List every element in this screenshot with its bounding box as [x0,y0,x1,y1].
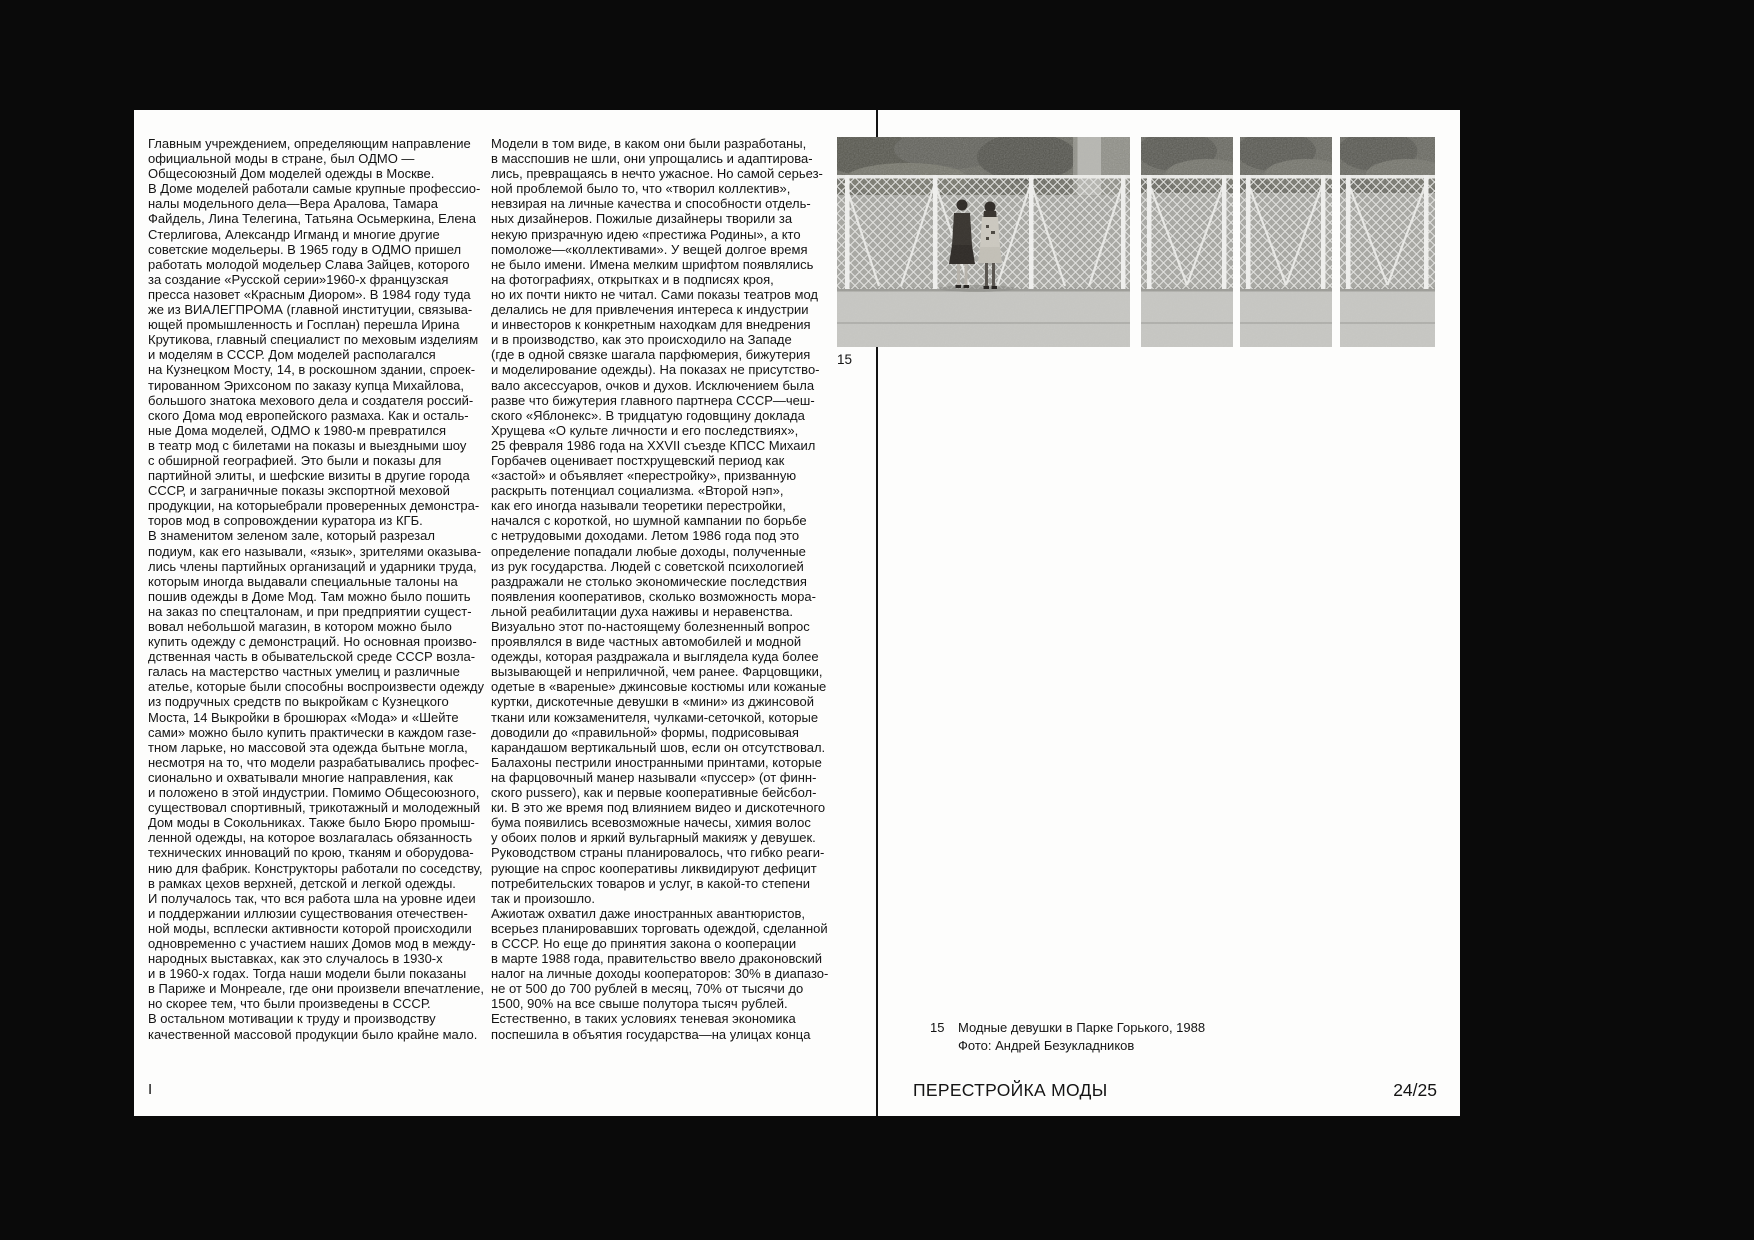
text-line: невзирая на личные качества и способности отдель- [491,196,811,212]
text-line: и инвесторов к конкретным находкам для внедрения [491,317,811,333]
text-line: ной проблемой было то, что «творил коллектив», [491,181,791,197]
text-line: ной моды, всплески активности которой происходили [148,920,472,936]
text-line: и в производство, как это происходило на Западе [491,332,792,348]
text-line: в рамках цехов верхней, детской и легкой одежды. [148,875,456,891]
text-line: одновременно с участием наших Домов мод в между- [148,935,476,951]
text-line: И получалось так, что вся работа шла на уровне идеи [148,890,476,906]
text-line: ленной одежды, на которое возлагалась обязанность [148,830,473,846]
text-line: СССР, и заграничные показы экспортной меховой [148,483,450,499]
text-line: Файдель, Лина Телегина, Татьяна Осьмеркина, Елена [148,211,476,227]
text-line: В остальном мотивации к труду и производству [148,1011,436,1027]
text-line: и моделям в СССР. Дом моделей располагался [148,347,436,363]
text-line: народных выставках, как это случалось в 1930-х [148,951,443,967]
text-line: Моста, 14 Выкройки в брошюрах «Мода» и «Шейте [148,709,459,725]
figure-number: 15 [837,352,853,367]
text-line: одетые в «вареные» джинсовые костюмы или кожаные [491,679,827,695]
text-line: налог на личные доходы кооператоров: 30% в диапазо- [491,966,829,982]
text-line: на Кузнецком Мосту, 14, в роскошном здании, спроек- [148,362,476,378]
caption-number: 15 [930,1020,945,1035]
text-line: ные Дома моделей, ОДМО к 1980-м превратился [148,422,447,438]
text-line: Хрущева «О культе личности и его последствиях», [491,422,799,438]
photo-fence-illustration [1141,137,1233,347]
article-column-2 [491,136,835,1042]
text-line: пошив одежды в Доме Мод. Там можно было пошить [148,588,471,604]
text-line: лись, превращаясь в нечто ужасное. Но самой серьез- [491,166,823,182]
text-line: Горбачев оценивает постхрущевский период как [491,452,785,468]
text-line: вовал небольшой магазин, в котором можно было [148,619,452,634]
text-line: сами» можно было купить практически в каждом газе- [148,724,477,740]
text-line: лись члены партийных организаций и ударники труда, [148,558,477,574]
text-line: «застой» и объявляет «перестройку», призванную [491,468,797,484]
photo-main-illustration [837,137,1130,347]
photo-fence-illustration [1240,137,1332,347]
text-line: за создание «Русской серии»1960-х французская [148,271,449,287]
text-line: налы модельного дела—Вера Аралова, Тамара [148,196,438,212]
text-line: делались не для привлечения интереса к индустрии [491,302,809,318]
text-line: большого знатока мехового дела и создателя россий- [148,392,474,408]
text-line: ющей промышленность и Госплан) перешла Ирина [148,317,460,333]
photo-panel-2 [1141,137,1233,347]
text-line: рующие на спрос кооперативы ликвидируют дефицит [491,860,817,876]
text-line: Руководством страны планировалось, что гибко реаги- [491,845,825,861]
text-line: Ажиотаж охватил даже иностранных авантюристов, [491,905,806,921]
caption-line-2: Фото: Андрей Безукладников [958,1037,1135,1053]
text-line: из рук государства. Людей с советской психологией [491,558,804,574]
text-line: в СССР. Но еще до принятия закона о кооперации [491,935,797,951]
text-line: бума появились всевозможные начесы, химия волос [491,815,811,831]
text-line: определение попадали любые доходы, полученные [491,543,806,559]
page-numbers: 24/25 [1393,1080,1437,1100]
text-line: но скорее тем, что были произведены в СССР. [148,996,431,1012]
text-line: пресса назовет «Красным Диором». В 1984 году туда [148,286,471,302]
text-line: вызывающей и неприличной, чем ранее. Фарцовщики, [491,664,823,680]
text-line: Естественно, в таких условиях теневая экономика [491,1011,796,1027]
text-line: Модели в том виде, в каком они были разработаны, [491,136,807,151]
text-line: подиум, как его называли, «язык», зрителями оказыва- [148,543,482,559]
photo-fence-illustration [1340,137,1435,347]
text-line: качественной массовой продукции было крайне мало. [148,1026,478,1042]
text-line: и моделирование одежды). На показах не присутство- [491,362,820,378]
text-line: у обоих полов и яркий вульгарный макияж у девушек. [491,830,816,846]
text-line: появления кооперативов, сколько возможность мора- [491,588,816,604]
text-line: Дом моды в Сокольниках. Также было Бюро промыш- [148,815,475,831]
text-line: в Париже и Монреале, где они произвели впечатление, [148,981,484,997]
text-line: Общесоюзный Дом моделей одежды в Москве. [148,166,435,182]
text-line: В знаменитом зеленом зале, который разрезал [148,528,435,544]
text-line: торов мод в сопровождении куратора из КГБ. [148,513,423,529]
text-line: Крутикова, главный специалист по меховым изделиям [148,332,479,348]
caption-text [958,1019,1205,1054]
article-column-1 [148,136,492,1042]
text-line: начался с короткой, но шумной кампании по борьбе [491,513,807,529]
text-line: советские модельеры. В 1965 году в ОДМО пришел [148,241,462,257]
text-line: на фарцовочный манер называли «пуссер» (от финн- [491,769,817,785]
text-line: сионально и охватывали многие направления, как [148,769,453,785]
text-line: 25 февраля 1986 года на XXVII съезде КПСС Михаил [491,437,816,453]
text-line: в марте 1988 года, правительство ввело драконовский [491,951,822,967]
text-line: некую призрачную идею «престижа Родины», а кто [491,226,801,242]
caption-line-1: Модные девушки в Парке Горького, 1988 [958,1020,1206,1035]
text-line: продукции, на которыебрали проверенных демонстра- [148,498,480,514]
text-line: галась на мастерство частных умелиц и различные [148,664,460,680]
text-line: раскрыть потенциал социализма. «Второй нэп», [491,483,784,499]
text-line: ных дизайнеров. Пожилые дизайнеры творили за [491,211,793,227]
text-line: разве что бижутерия главного партнера СССР—чеш- [491,392,815,408]
text-line: и поддержании иллюзии существования отечествен- [148,905,468,921]
text-line: существовал спортивный, трикотажный и молодежный [148,800,481,816]
text-line: тном ларьке, но массовой эта одежда бытьне могла, [148,739,468,755]
text-line: в масспошив не шли, они упрощались и адаптирова- [491,151,813,167]
text-line: из подручных средств по выкройкам с Кузнецкого [148,694,449,710]
text-line: тированном Эрихсоном по заказу купца Михайлова, [148,377,465,393]
text-line: технических инноваций по крою, тканям и оборудова- [148,845,474,861]
chapter-title-footer: ПЕРЕСТРОЙКА МОДЫ [913,1080,1108,1100]
text-line: потребительских товаров и услуг, в какой-то степени [491,875,810,891]
text-line: Визуально этот по-настоящему болезненный вопрос [491,619,810,634]
text-line: ткани или кожзаменителя, чулками-сеточкой, которые [491,709,819,725]
text-line: ского «Яблонекс». В тридцатую годовщину доклада [491,407,805,423]
text-line: но их почти никто не читал. Сами показы театров мод [491,286,819,302]
text-line: партийной элиты, и шефские визиты в другие города [148,468,470,484]
text-line: одежды, которая раздражала и выглядела куда более [491,649,819,665]
text-line: официальной моды в стране, был ОДМО — [148,151,415,167]
text-line: на заказ по спецталонам, и при предприятии сущест- [148,603,472,619]
text-line: с нетрудовыми доходами. Летом 1986 года под это [491,528,800,544]
text-line: карандашом вертикальный шов, если он отсутствовал. [491,739,826,755]
text-line: вало аксессуаров, очков и духов. Исключением была [491,377,815,393]
text-line: льной реабилитации духа наживы и неравенства. [491,603,793,619]
text-line: которым иногда выдавали специальные талоны на [148,573,458,589]
text-line: ателье, которые были способны воспроизвести одежду [148,679,484,695]
photo-panel-3 [1240,137,1332,347]
text-line: не было имени. Имена мелким шрифтом появлялись [491,256,814,272]
text-line: 1500, 90% на все свыше полутора тысяч рублей. [491,996,788,1012]
text-line: купить одежду с демонстраций. Но основная произво- [148,634,477,650]
text-line: так и произошло. [491,890,596,906]
text-line: доводили до «правильной» формы, подрисовывая [491,724,799,740]
text-line: помоложе—«коллективами». У вещей долгое время [491,241,808,257]
text-line: Стерлигова, Александр Игманд и многие другие [148,226,440,242]
text-line: работать молодой модельер Слава Зайцев, которого [148,256,470,272]
text-line: раздражали не столько экономические последствия [491,573,807,589]
photo-panel-main [837,137,1130,347]
text-line: В Доме моделей работали самые крупные профессио- [148,181,481,197]
text-line: ского pussero), как и первые кооперативные бейсбол- [491,785,817,801]
text-line: не от 500 до 700 рублей в месяц, 70% от тысячи до [491,981,804,997]
text-line: Главным учреждением, определяющим направление [148,136,471,151]
photo-panel-4 [1340,137,1435,347]
text-line: куртки, дискотечные девушки в «мини» из джинсовой [491,694,814,710]
text-line: дственная часть в обывательской среде СССР возла- [148,649,476,665]
text-line: как его иногда называли теоретики перестройки, [491,498,786,514]
text-line: на фотографиях, открытках и в подписях кроя, [491,271,774,287]
text-line: (где в одной связке шагала парфюмерия, бижутерия [491,347,811,363]
text-line: поспешила в объятия государства—на улицах конца [491,1026,811,1042]
text-line: нию для фабрик. Конструкторы работали по соседству, [148,860,483,876]
text-line: в театр мод с билетами на показы и выездными шоу [148,437,467,453]
text-line: проявлялся в виде частных автомобилей и модной [491,634,802,650]
text-line: несмотря на то, что модели разрабатывались профес- [148,754,480,770]
text-line: Балахоны пестрили иностранными принтами, которые [491,754,822,770]
text-line: же из ВИАЛЕГПРОМА (главной институции, связыва- [148,302,473,318]
text-line: и положено в этой индустрии. Помимо Общесоюзного, [148,785,480,801]
text-line: и в 1960-х годах. Тогда наши модели были показаны [148,966,467,982]
text-line: ки. В это же время под влиянием видео и дискотечного [491,800,826,816]
text-line: ского Дома мод европейского размаха. Как и осталь- [148,407,469,423]
left-footer-mark: I [148,1081,153,1098]
text-line: с обширной географией. Это были и показы для [148,452,442,468]
text-line: всерьез планировавших торговать одеждой, сделанной [491,920,828,936]
